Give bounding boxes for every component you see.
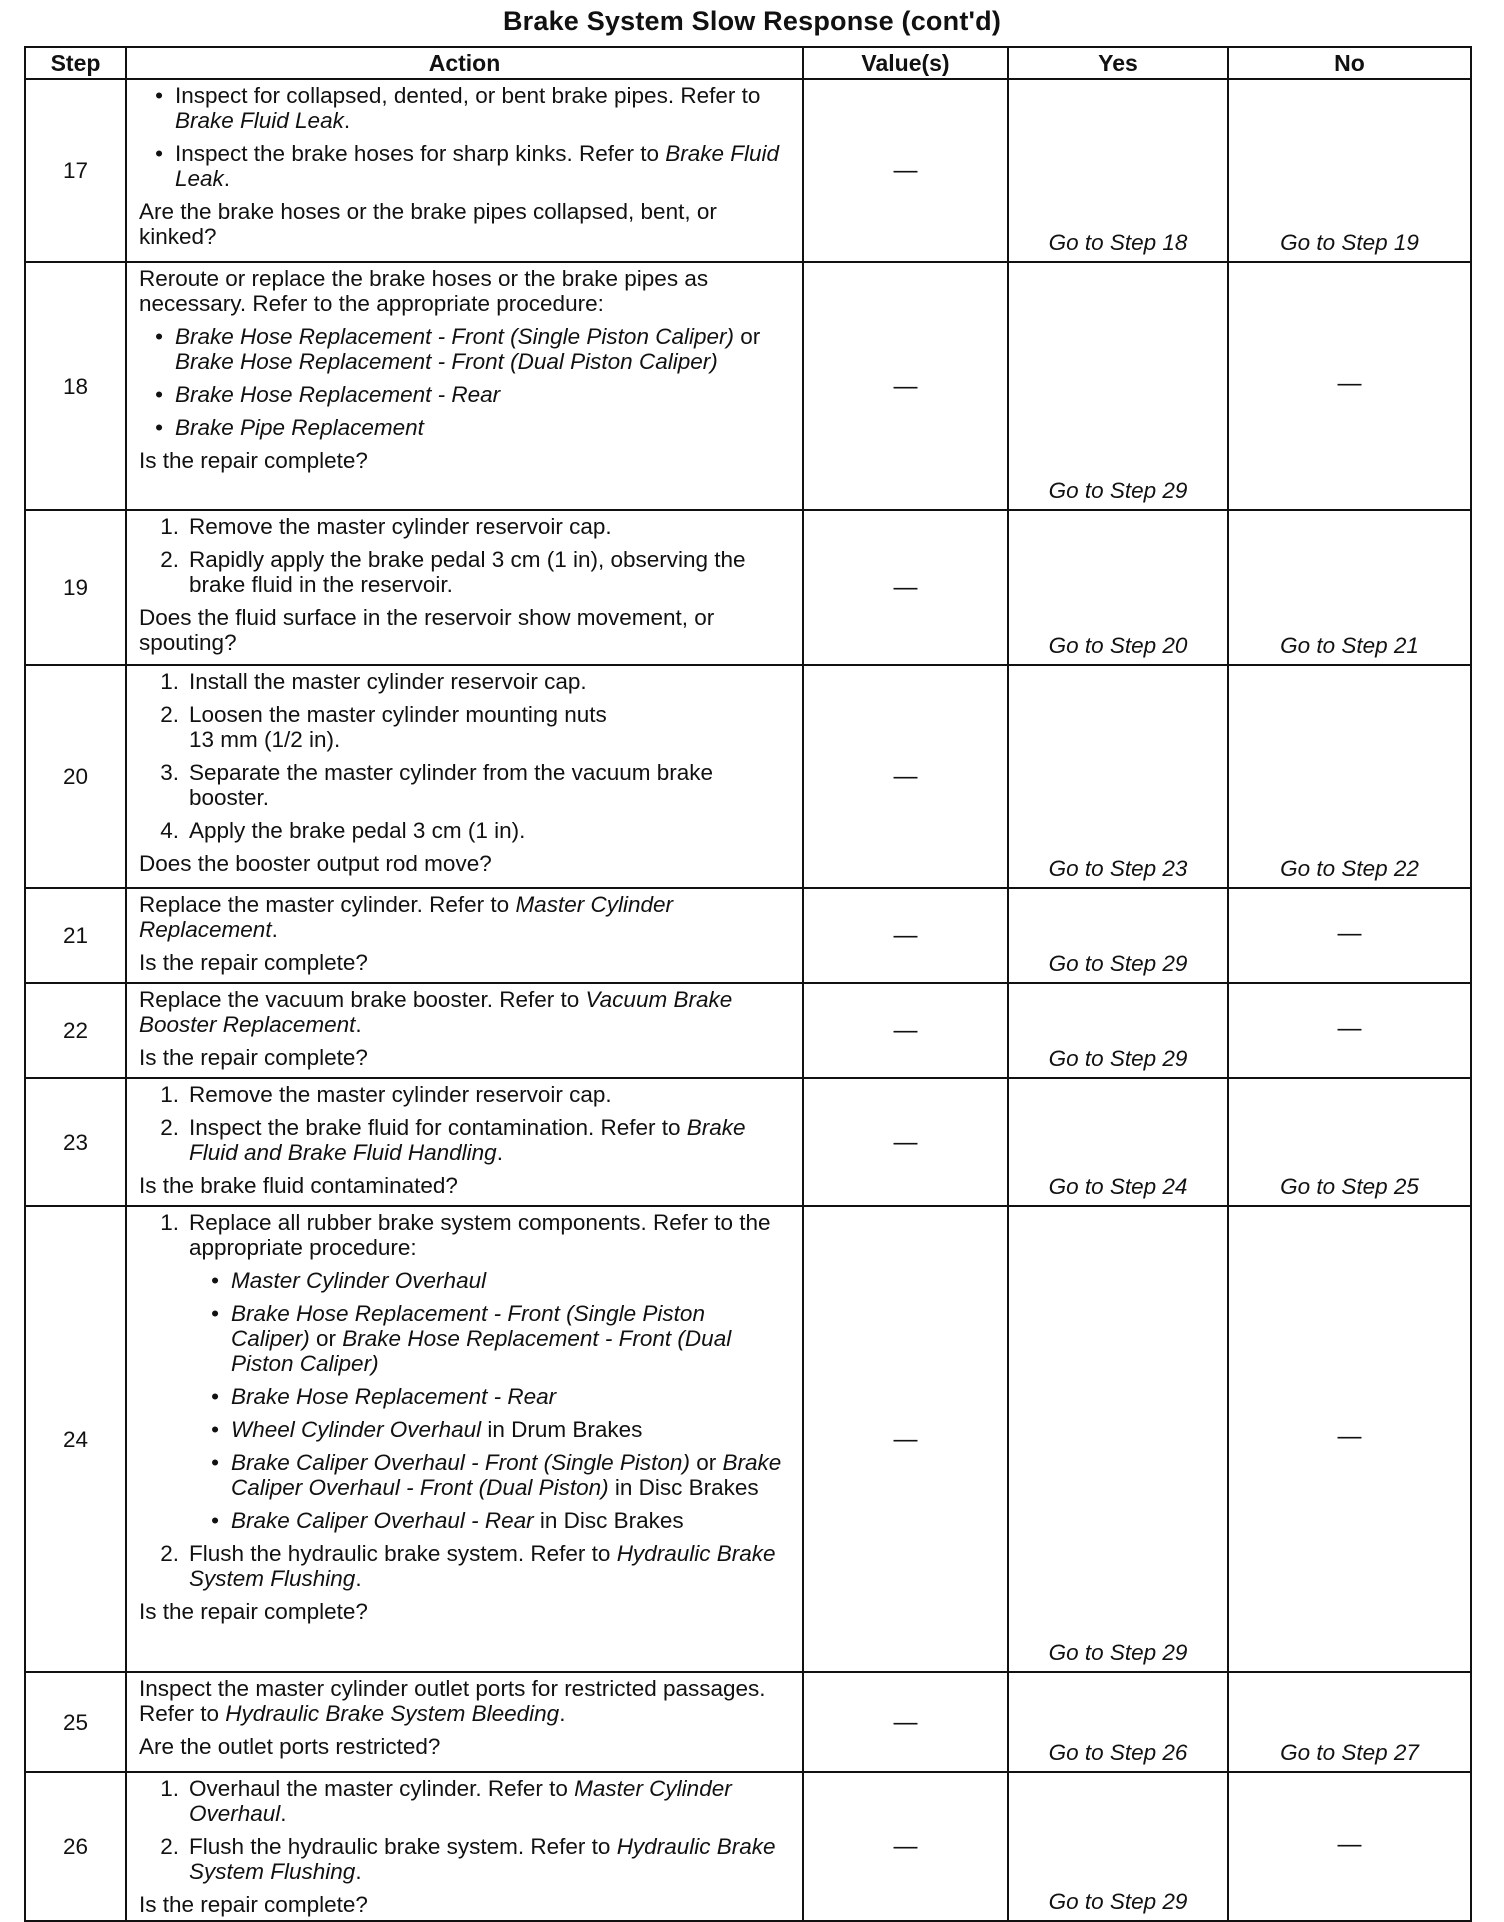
no-cell: Go to Step 25 bbox=[1228, 1078, 1471, 1206]
value-cell: — bbox=[803, 1672, 1008, 1772]
yes-cell: Go to Step 29 bbox=[1008, 1206, 1228, 1672]
action-cell: Replace the master cylinder. Refer to Master Cylinder Replacement. Is the repair complete? bbox=[126, 888, 803, 983]
question: Is the repair complete? bbox=[139, 950, 368, 975]
step-number: 17 bbox=[25, 79, 126, 262]
table-row bbox=[25, 1672, 1471, 1772]
no-cell: Go to Step 19 bbox=[1228, 79, 1471, 262]
action-cell: 1. Remove the master cylinder reservoir cap. 2. Rapidly apply the brake pedal 3 cm (1 in), observing the brake fluid in the reservoir. Does the fluid surface in the reservoir show movement, or spouting? bbox=[126, 510, 803, 665]
step-number: 24 bbox=[25, 1206, 126, 1672]
table-row bbox=[25, 79, 1471, 262]
table-row bbox=[25, 1772, 1471, 1921]
step-number: 19 bbox=[25, 510, 126, 665]
step-number: 25 bbox=[25, 1672, 126, 1772]
question: Are the brake hoses or the brake pipes collapsed, bent, or kinked? bbox=[139, 199, 717, 249]
action-cell: 1. Remove the master cylinder reservoir cap. 2. Inspect the brake fluid for contamination. Refer to Brake Fluid and Brake Fluid Handling. Is the brake fluid contaminated? bbox=[126, 1078, 803, 1206]
step-number: 18 bbox=[25, 262, 126, 510]
action-cell: 1. Install the master cylinder reservoir cap. 2. Loosen the master cylinder mounting nuts 13 mm (1/2 in). 3. Separate the master cylinder from the vacuum brake booster. 4. Apply the brake pedal 3 cm (1 in). Does the booster output rod move? bbox=[126, 665, 803, 888]
value-cell: — bbox=[803, 1206, 1008, 1672]
no-cell: Go to Step 22 bbox=[1228, 665, 1471, 888]
header-action: Action bbox=[126, 47, 803, 79]
header-step: Step bbox=[25, 47, 126, 79]
no-cell: — bbox=[1228, 1772, 1471, 1921]
yes-cell: Go to Step 23 bbox=[1008, 665, 1228, 888]
table-row bbox=[25, 1078, 1471, 1206]
no-cell: — bbox=[1228, 1206, 1471, 1672]
value-cell: — bbox=[803, 510, 1008, 665]
yes-cell: Go to Step 29 bbox=[1008, 888, 1228, 983]
question: Is the repair complete? bbox=[139, 1045, 368, 1070]
action-cell: Reroute or replace the brake hoses or the brake pipes as necessary. Refer to the appropriate procedure: • Brake Hose Replacement - Front (Single Piston Caliper) or Brake Hose Replacement - Front (Dual Piston Caliper) • Brake Hose Replacement - Rear • Brake Pipe Replacement Is the repair complete? bbox=[126, 262, 803, 510]
question: Is the repair complete? bbox=[139, 1599, 368, 1624]
yes-cell: Go to Step 26 bbox=[1008, 1672, 1228, 1772]
value-cell: — bbox=[803, 1772, 1008, 1921]
step-number: 20 bbox=[25, 665, 126, 888]
question: Is the repair complete? bbox=[139, 1892, 368, 1917]
header-no: No bbox=[1228, 47, 1471, 79]
action-cell: 1. Overhaul the master cylinder. Refer to Master Cylinder Overhaul. 2. Flush the hydraulic brake system. Refer to Hydraulic Brake System Flushing. Is the repair complete? bbox=[126, 1772, 803, 1921]
table-row bbox=[25, 1206, 1471, 1672]
table-row bbox=[25, 510, 1471, 665]
step-number: 23 bbox=[25, 1078, 126, 1206]
diagnostic-table bbox=[24, 46, 1472, 1922]
yes-cell: Go to Step 18 bbox=[1008, 79, 1228, 262]
yes-cell: Go to Step 24 bbox=[1008, 1078, 1228, 1206]
table-row bbox=[25, 983, 1471, 1078]
step-number: 26 bbox=[25, 1772, 126, 1921]
action-cell: • Inspect for collapsed, dented, or bent brake pipes. Refer to Brake Fluid Leak. • Inspect the brake hoses for sharp kinks. Refer to Brake Fluid Leak. Are the brake hoses or the brake pipes collapsed, bent, or kinked? bbox=[126, 79, 803, 262]
value-cell: — bbox=[803, 79, 1008, 262]
action-cell: Replace the vacuum brake booster. Refer to Vacuum Brake Booster Replacement. Is the repair complete? bbox=[126, 983, 803, 1078]
header-values: Value(s) bbox=[803, 47, 1008, 79]
table-row bbox=[25, 888, 1471, 983]
yes-cell: Go to Step 29 bbox=[1008, 1772, 1228, 1921]
question: Is the brake fluid contaminated? bbox=[139, 1173, 458, 1198]
question: Does the booster output rod move? bbox=[139, 851, 492, 876]
action-cell: Inspect the master cylinder outlet ports for restricted passages. Refer to Hydraulic Brake System Bleeding. Are the outlet ports restricted? bbox=[126, 1672, 803, 1772]
action-cell: 1. Replace all rubber brake system components. Refer to the appropriate procedure: • Master Cylinder Overhaul • Brake Hose Replacement - Front (Single Piston Caliper) or Brake Hose Replacement - Front (Dual Piston Caliper) • Brake Hose Replacement - Rear • Wheel Cylinder Overhaul in Drum Brakes • Brake Caliper Overhaul - Front (Single Piston) or Brake Caliper Overhaul - Front (Dual Piston) in Disc Brakes • Brake Caliper Overhaul - Rear in Disc Brakes 2. Flush the hydraulic brake system. Refer to Hydraulic Brake System Flushing. Is the repair complete? bbox=[126, 1206, 803, 1672]
value-cell: — bbox=[803, 1078, 1008, 1206]
table-row bbox=[25, 665, 1471, 888]
yes-cell: Go to Step 29 bbox=[1008, 983, 1228, 1078]
value-cell: — bbox=[803, 262, 1008, 510]
question: Is the repair complete? bbox=[139, 448, 368, 473]
value-cell: — bbox=[803, 983, 1008, 1078]
yes-cell: Go to Step 20 bbox=[1008, 510, 1228, 665]
question: Are the outlet ports restricted? bbox=[139, 1734, 441, 1759]
value-cell: — bbox=[803, 888, 1008, 983]
header-yes: Yes bbox=[1008, 47, 1228, 79]
step-number: 22 bbox=[25, 983, 126, 1078]
no-cell: — bbox=[1228, 983, 1471, 1078]
no-cell: Go to Step 21 bbox=[1228, 510, 1471, 665]
header-row bbox=[25, 47, 1471, 79]
no-cell: — bbox=[1228, 262, 1471, 510]
page-title: Brake System Slow Response (cont'd) bbox=[502, 6, 1002, 36]
question: Does the fluid surface in the reservoir show movement, or spouting? bbox=[139, 605, 715, 655]
value-cell: — bbox=[803, 665, 1008, 888]
no-cell: — bbox=[1228, 888, 1471, 983]
no-cell: Go to Step 27 bbox=[1228, 1672, 1471, 1772]
yes-cell: Go to Step 29 bbox=[1008, 262, 1228, 510]
table-row bbox=[25, 262, 1471, 510]
step-number: 21 bbox=[25, 888, 126, 983]
